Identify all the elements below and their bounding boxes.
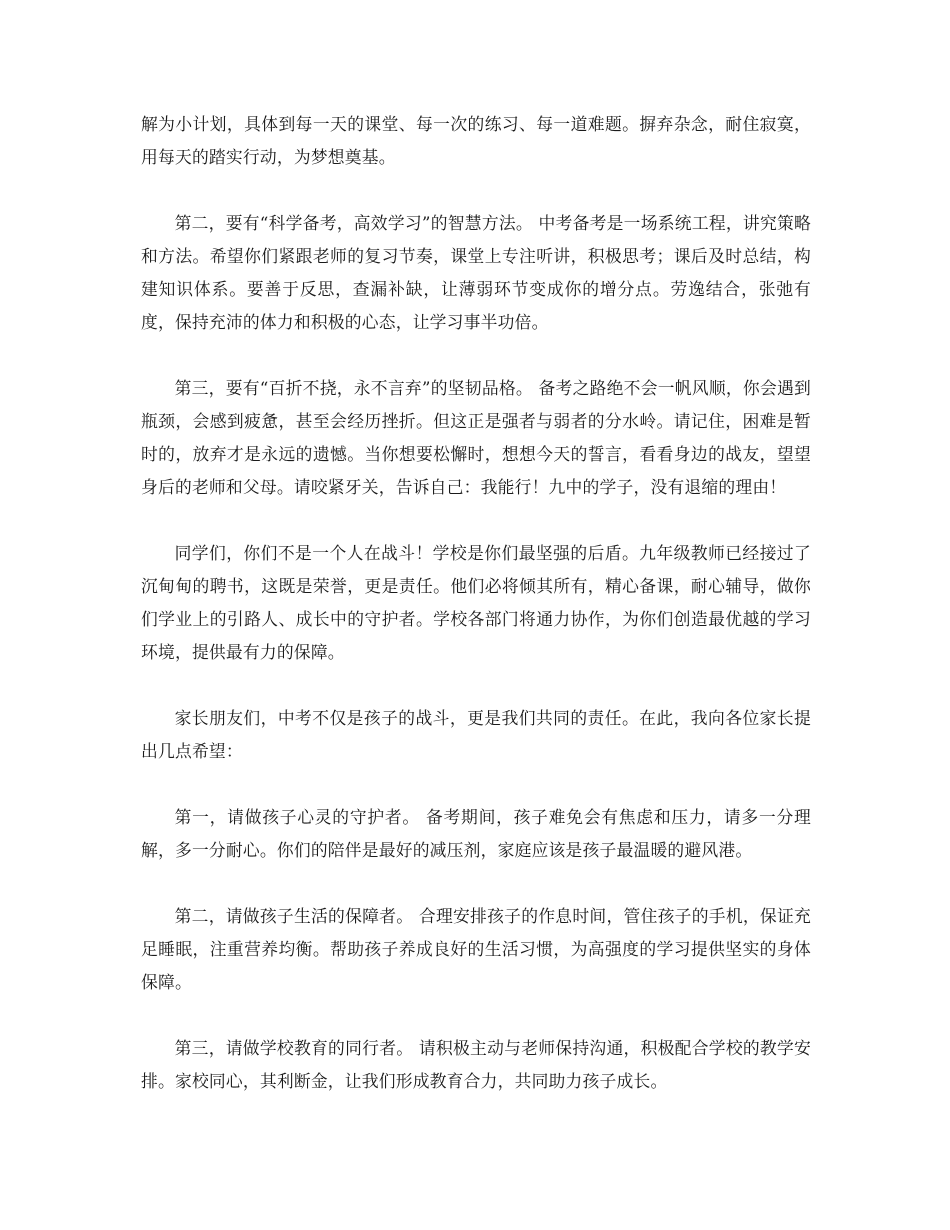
paragraph-parents-second: 第二，请做孩子生活的保障者。 合理安排孩子的作息时间，管住孩子的手机，保证充足睡眠，注重营养均衡。帮助孩子养成良好的生活习惯，为高强度的学习提供坚实的身体保障。: [141, 906, 811, 992]
paragraph-school-support: 同学们，你们不是一个人在战斗！学校是你们最坚强的后盾。九年级教师已经接过了沉甸甸的聘书，这既是荣誉，更是责任。他们必将倾其所有，精心备课，耐心辅导，做你们学业上的引路人、成长中的守护者。学校各部门将通力协作，为你们创造最优越的学习环境，提供最有力的保障。: [141, 543, 811, 662]
paragraph-continuation: 解为小计划，具体到每一天的课堂、每一次的练习、每一道难题。摒弃杂念，耐住寂寞，用每天的踏实行动，为梦想奠基。: [141, 114, 811, 167]
paragraph-perseverance: 第三，要有“百折不挠，永不言弃”的坚韧品格。 备考之路绝不会一帆风顺，你会遇到瓶颈，会感到疲惫，甚至会经历挫折。但这正是强者与弱者的分水岭。请记住，困难是暂时的，放弃才是永远的遗憾。当你想要松懈时，想想今天的誓言，看看身边的战友，望望身后的老师和父母。请咬紧牙关，告诉自己：我能行！九中的学子，没有退缩的理由！: [141, 378, 811, 497]
paragraph-parents-intro: 家长朋友们，中考不仅是孩子的战斗，更是我们共同的责任。在此，我向各位家长提出几点希望：: [141, 708, 811, 761]
paragraph-parents-third: 第三，请做学校教育的同行者。 请积极主动与老师保持沟通，积极配合学校的教学安排。家校同心，其利断金，让我们形成教育合力，共同助力孩子成长。: [141, 1038, 811, 1091]
paragraph-scientific-method: 第二，要有“科学备考，高效学习”的智慧方法。 中考备考是一场系统工程，讲究策略和方法。希望你们紧跟老师的复习节奏，课堂上专注听讲，积极思考；课后及时总结，构建知识体系。要善于反思，查漏补缺，让薄弱环节变成你的增分点。劳逸结合，张弛有度，保持充沛的体力和积极的心态，让学习事半功倍。: [141, 213, 811, 332]
document-body: [141, 108, 811, 1131]
paragraph-parents-first: 第一，请做孩子心灵的守护者。 备考期间，孩子难免会有焦虑和压力，请多一分理解，多一分耐心。你们的陪伴是最好的减压剂，家庭应该是孩子最温暖的避风港。: [141, 807, 811, 860]
